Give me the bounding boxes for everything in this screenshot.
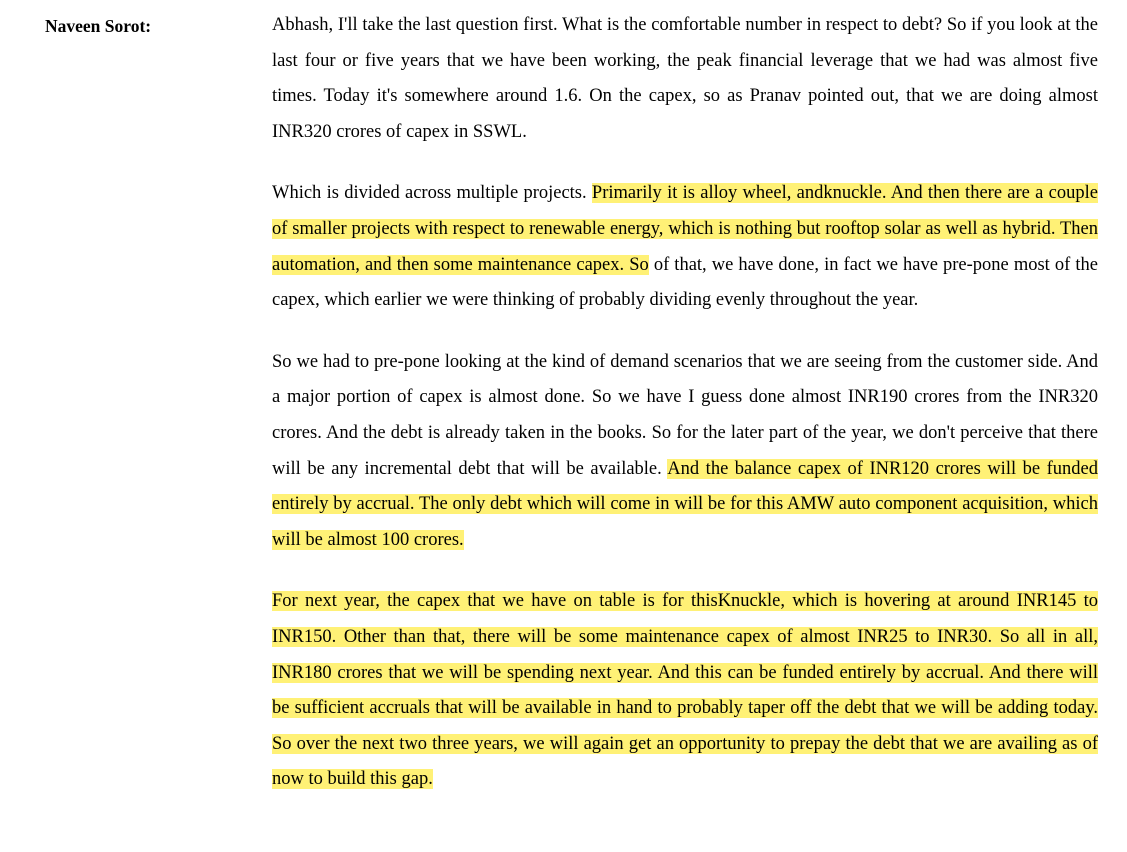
- highlighted-text: For next year, the capex that we have on table is for thisKnuckle, which is hovering at around INR145 to INR150. Other than that, there will be some maintenance capex of almost INR25 to INR30. So all in all, INR180 crores that we will be spending next year. And this can be funded entirely by accrual. And there will be sufficient accruals that will be available in hand to probably taper off the debt that we will be adding today. So over the next two three years, we will again get an opportunity to prepay the debt that we are availing as of now to build this gap.: [272, 591, 1098, 790]
- speaker-name: Naveen Sorot:: [45, 16, 152, 36]
- paragraph-text: So we had to pre-pone looking at the kind of demand scenarios that we are seeing from the customer side. And a major portion of capex is almost done. So we have I guess done almost INR190 crores from the INR320 crores. And the debt is already taken in the books. So for the later part of the year, we don't perceive that there will be any incremental debt that will be available.: [272, 351, 1098, 479]
- paragraph-text: Which is divided across multiple projects.: [272, 183, 592, 204]
- transcript-paragraph-3: [272, 345, 1098, 559]
- transcript-body: [272, 8, 1098, 798]
- highlighted-text: Primarily it is alloy wheel, andknuckle. And then there are a couple of smaller projects with respect to renewable energy, which is nothing but rooftop solar as well as hybrid. Then automation, and then some maintenance capex. So: [272, 183, 1098, 275]
- highlighted-text: And the balance capex of INR120 crores will be funded entirely by accrual. The only debt which will come in will be for this AMW auto component acquisition, which will be almost 100 crores.: [272, 458, 1098, 550]
- transcript-paragraph-1: [272, 8, 1098, 150]
- paragraph-text: Abhash, I'll take the last question first. What is the comfortable number in respect to debt? So if you look at the last four or five years that we have been working, the peak financial leverage that we had was almost five times. Today it's somewhere around 1.6. On the capex, so as Pranav pointed out, that we are doing almost INR320 crores of capex in SSWL.: [272, 15, 1098, 142]
- paragraph-text: of that, we have done, in fact we have pre-pone most of the capex, which earlier we were thinking of probably dividing evenly throughout the year.: [272, 254, 1098, 311]
- transcript-paragraph-2: [272, 176, 1098, 318]
- transcript-paragraph-4: [272, 584, 1098, 798]
